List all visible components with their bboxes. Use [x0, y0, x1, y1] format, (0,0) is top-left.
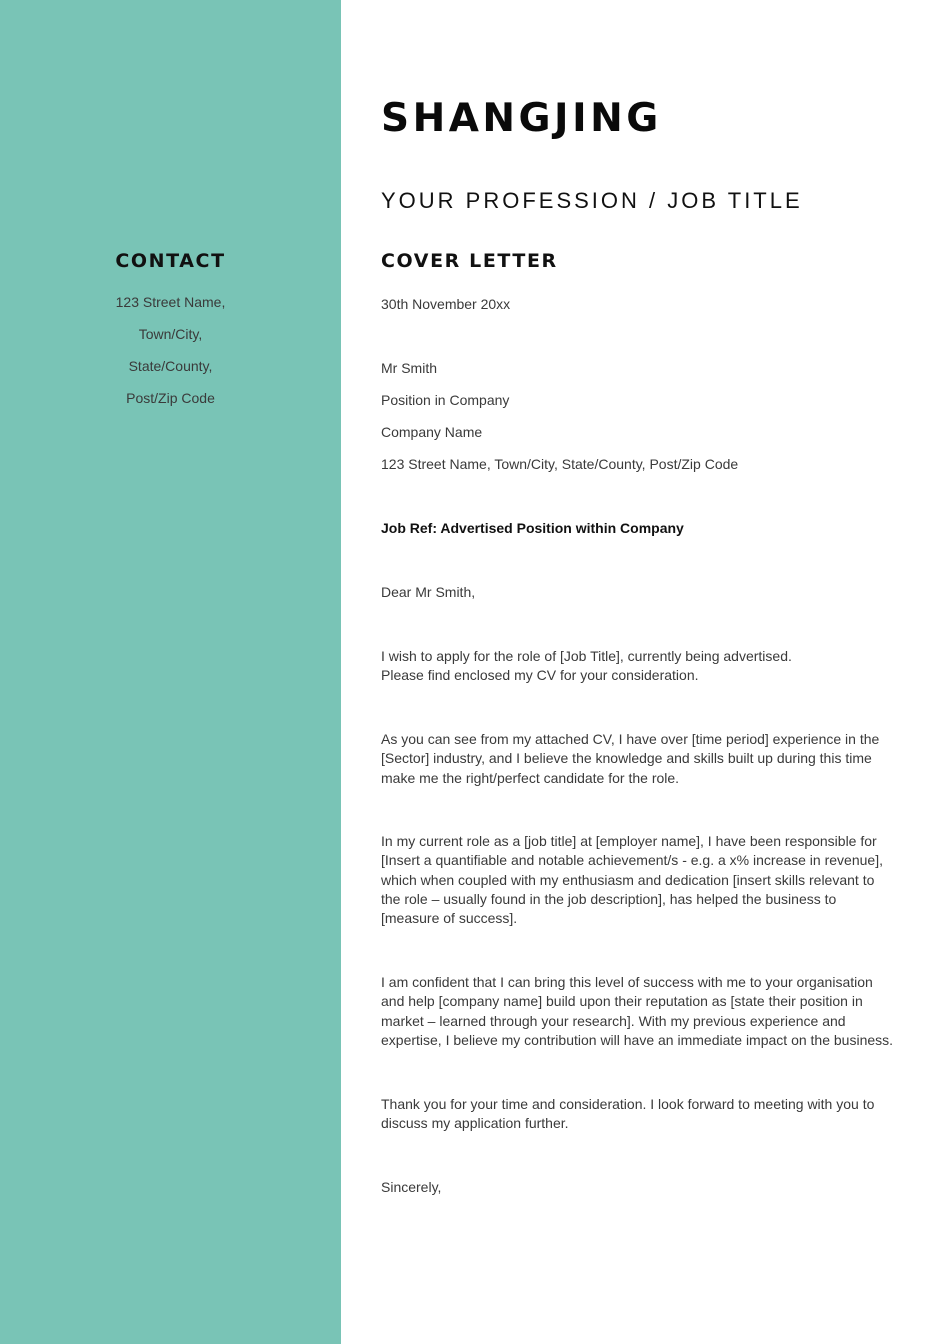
letter-date: 30th November 20xx — [381, 296, 511, 312]
paragraph-confidence — [381, 973, 901, 1050]
paragraph-line: I am confident that I can bring this level of success with me to your organisation — [381, 974, 873, 990]
paragraph-line: Please find enclosed my CV for your consideration. — [381, 667, 699, 684]
cover-letter-heading: COVER LETTER — [381, 250, 558, 272]
contact-line: State/County, — [128, 358, 213, 374]
paragraph-line: [Sector] industry, and I believe the knowledge and skills built up during this time — [381, 750, 872, 767]
paragraph-line: which when coupled with my enthusiasm and dedication [insert skills relevant to — [381, 871, 875, 888]
paragraph-line: discuss my application further. — [381, 1115, 569, 1132]
job-reference: Job Ref: Advertised Position within Company — [381, 520, 684, 536]
sidebar — [0, 0, 341, 1344]
contact-line: Post/Zip Code — [126, 390, 215, 406]
paragraph-experience — [381, 730, 901, 788]
contact-line: Town/City, — [138, 326, 203, 342]
paragraph-line: the role – usually found in the job description], has helped the business to — [381, 890, 837, 907]
paragraph-line: and help [company name] build upon their reputation as [state their position in — [381, 993, 863, 1010]
paragraph-line: I wish to apply for the role of [Job Title], currently being advertised. — [381, 648, 792, 664]
paragraph-line: As you can see from my attached CV, I have over [time period] experience in the — [381, 731, 880, 747]
job-title: YOUR PROFESSION / JOB TITLE — [381, 188, 803, 213]
salutation: Dear Mr Smith, — [381, 584, 476, 600]
paragraph-thanks — [381, 1095, 901, 1134]
recipient-address: 123 Street Name, Town/City, State/County, Post/Zip Code — [381, 456, 739, 472]
applicant-name: SHANGJING — [381, 96, 662, 141]
contact-line: 123 Street Name, — [115, 294, 226, 310]
paragraph-line: [measure of success]. — [381, 910, 518, 927]
recipient-name: Mr Smith — [381, 360, 437, 376]
paragraph-line: In my current role as a [job title] at [employer name], I have been responsible for — [381, 833, 877, 849]
paragraph-current-role — [381, 832, 901, 928]
paragraph-line: expertise, I believe my contribution will have an immediate impact on the business. — [381, 1031, 894, 1048]
recipient-company: Company Name — [381, 424, 483, 440]
paragraph-line: make me the right/perfect candidate for the role. — [381, 769, 680, 786]
recipient-position: Position in Company — [381, 392, 510, 408]
paragraph-line: [Insert a quantifiable and notable achievement/s - e.g. a x% increase in revenue], — [381, 852, 883, 869]
closing: Sincerely, — [381, 1179, 442, 1195]
paragraph-line: Thank you for your time and consideration. I look forward to meeting with you to — [381, 1096, 875, 1112]
paragraph-line: market – learned through your research]. With my previous experience and — [381, 1012, 846, 1029]
paragraph-intro — [381, 647, 901, 686]
contact-address — [0, 292, 341, 420]
contact-heading: CONTACT — [115, 250, 226, 272]
